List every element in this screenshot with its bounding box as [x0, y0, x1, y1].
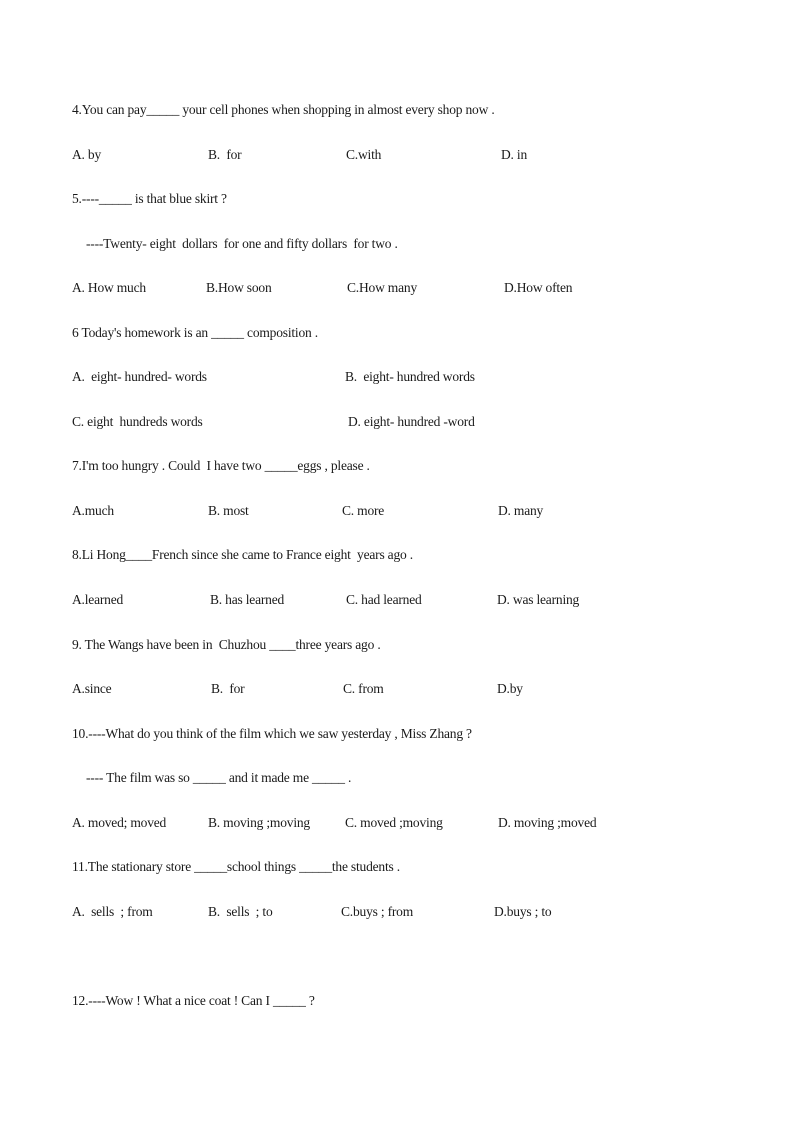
q5-option-d: D.How often [504, 280, 573, 295]
question-10-stem: 10.----What do you think of the film which we saw yesterday , Miss Zhang ? [72, 726, 472, 741]
q5-option-b: B.How soon [206, 280, 272, 295]
question-12-stem: 12.----Wow ! What a nice coat ! Can I _____ ? [72, 993, 315, 1008]
question-5-stem: 5.----_____ is that blue skirt ? [72, 191, 227, 206]
question-11-stem: 11.The stationary store _____school things _____the students . [72, 859, 400, 874]
question-4-stem: 4.You can pay_____ your cell phones when shopping in almost every shop now . [72, 102, 495, 117]
q4-option-b: B. for [208, 147, 242, 162]
q9-option-d: D.by [497, 681, 523, 696]
q11-option-d: D.buys ; to [494, 904, 552, 919]
q7-option-c: C. more [342, 503, 385, 518]
q7-option-d: D. many [498, 503, 544, 518]
q8-option-a: A.learned [72, 592, 124, 607]
q9-option-a: A.since [72, 681, 112, 696]
q8-option-b: B. has learned [210, 592, 285, 607]
question-10-reply: ---- The film was so _____ and it made me _____ . [86, 770, 352, 785]
question-5-reply: ----Twenty- eight dollars for one and fifty dollars for two . [86, 236, 398, 251]
q8-option-d: D. was learning [497, 592, 580, 607]
q4-option-a: A. by [72, 147, 101, 162]
q10-option-a: A. moved; moved [72, 815, 167, 830]
q6-option-c: C. eight hundreds words [72, 414, 203, 429]
q5-option-a: A. How much [72, 280, 146, 295]
q10-option-b: B. moving ;moving [208, 815, 310, 830]
q5-option-c: C.How many [347, 280, 417, 295]
q6-option-d: D. eight- hundred -word [348, 414, 475, 429]
question-7-stem: 7.I'm too hungry . Could I have two _____eggs , please . [72, 458, 370, 473]
q7-option-b: B. most [208, 503, 249, 518]
q6-option-a: A. eight- hundred- words [72, 369, 207, 384]
q9-option-b: B. for [211, 681, 245, 696]
question-6-stem: 6 Today's homework is an _____ composition . [72, 325, 318, 340]
q10-option-d: D. moving ;moved [498, 815, 597, 830]
q4-option-d: D. in [501, 147, 528, 162]
question-9-stem: 9. The Wangs have been in Chuzhou ____three years ago . [72, 637, 381, 652]
q6-option-b: B. eight- hundred words [345, 369, 475, 384]
q7-option-a: A.much [72, 503, 114, 518]
q11-option-c: C.buys ; from [341, 904, 414, 919]
q8-option-c: C. had learned [346, 592, 422, 607]
q10-option-c: C. moved ;moving [345, 815, 443, 830]
q11-option-b: B. sells ; to [208, 904, 273, 919]
q9-option-c: C. from [343, 681, 384, 696]
q11-option-a: A. sells ; from [72, 904, 153, 919]
question-8-stem: 8.Li Hong____French since she came to France eight years ago . [72, 547, 413, 562]
q4-option-c: C.with [346, 147, 382, 162]
